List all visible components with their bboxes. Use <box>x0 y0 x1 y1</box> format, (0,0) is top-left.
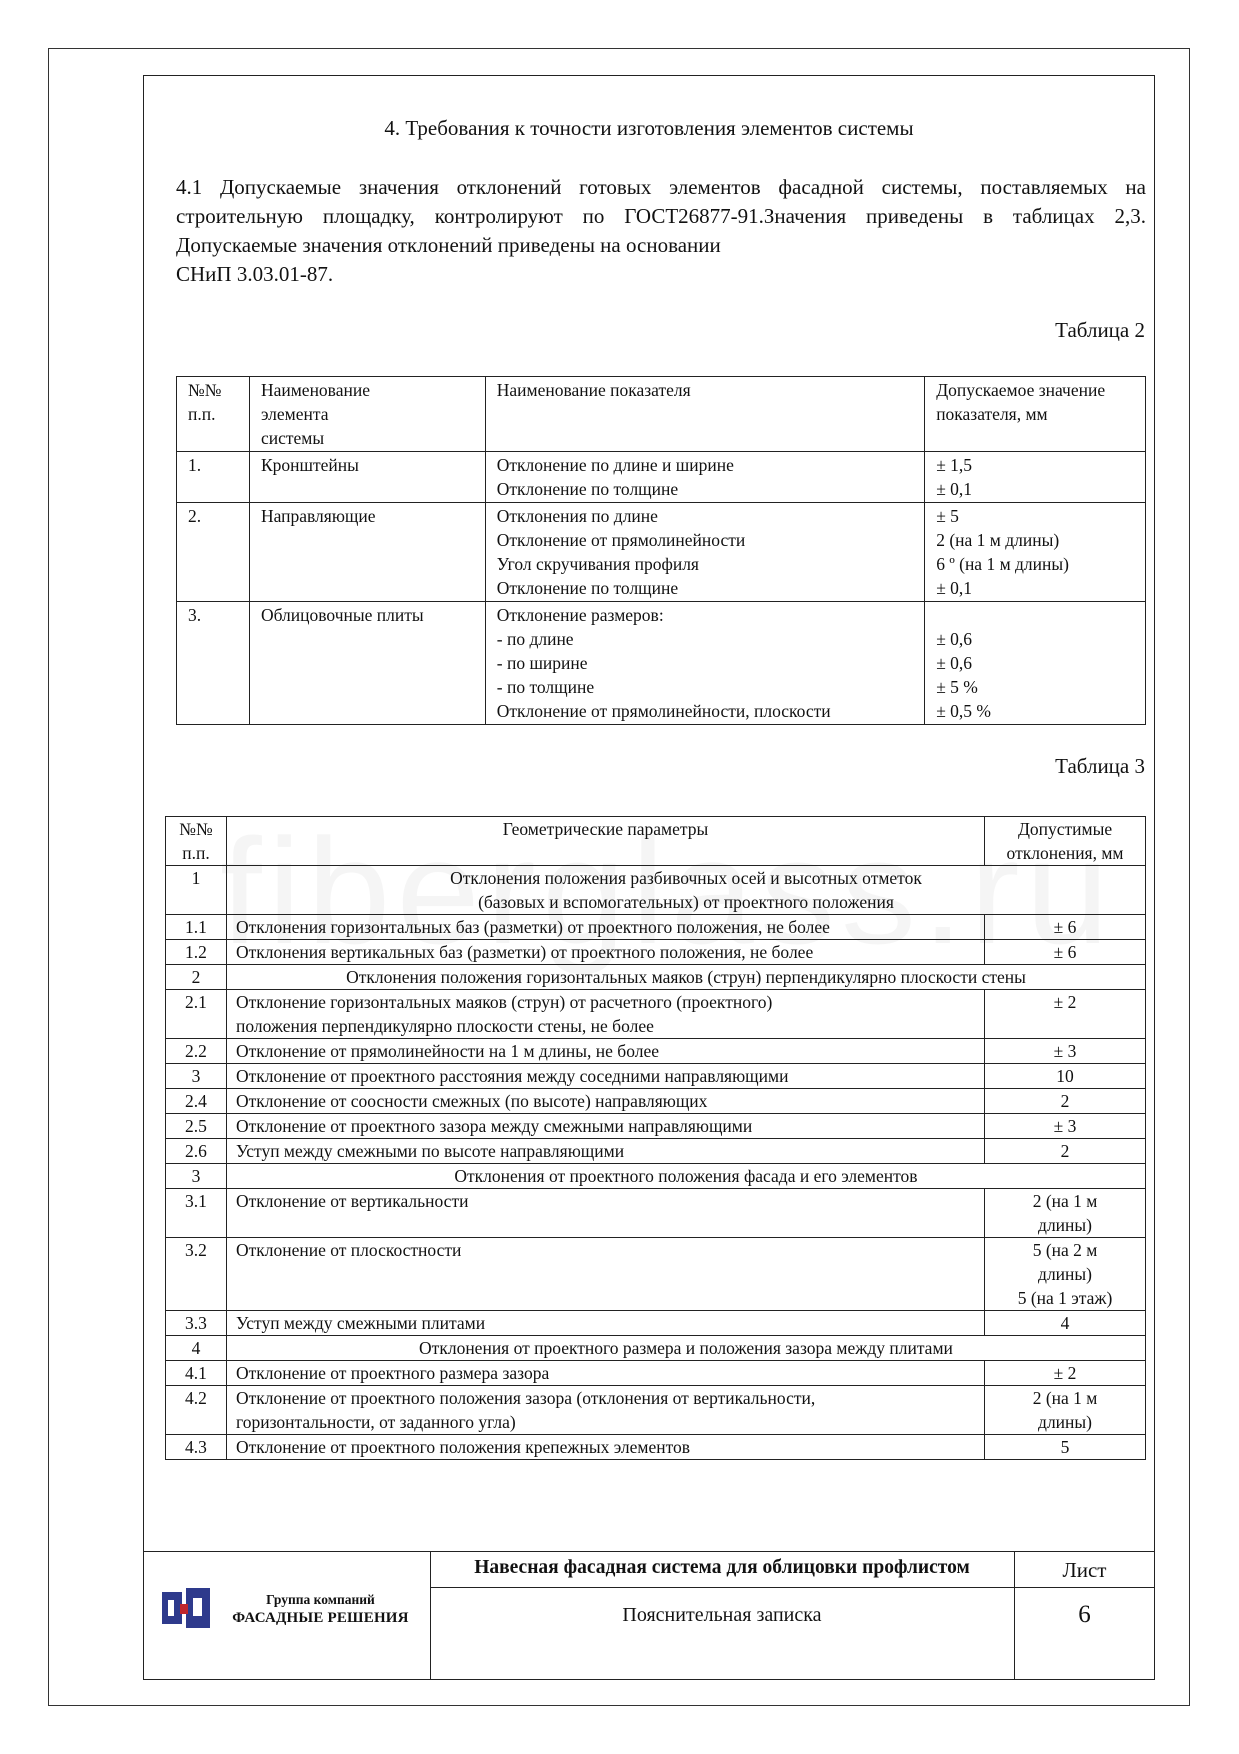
table3-cell-parameter-text: Отклонение от проектного положения крепежных элементов <box>235 1437 691 1457</box>
table2-cell-text: Отклонение по длине и ширине Отклонение по толщине <box>496 455 734 499</box>
table3-cell-parameter <box>226 1435 984 1460</box>
table3-cell-num-text: 4.1 <box>185 1363 207 1383</box>
table2-cell-text: ± 1,5 ± 0,1 <box>936 455 973 499</box>
table3-cell-value <box>985 1089 1146 1114</box>
table3-row <box>166 990 1146 1039</box>
table3-cell-value-text: 2 (на 1 м длины) <box>1032 1191 1098 1235</box>
table3-cell-parameter <box>226 1039 984 1064</box>
table3-row <box>166 1064 1146 1089</box>
table3-cell-parameter-text: Отклонение от вертикальности <box>235 1191 469 1211</box>
table3-group-title <box>226 1336 1145 1361</box>
table3-row <box>166 915 1146 940</box>
table3-group-row <box>166 1336 1146 1361</box>
company-logo-text <box>218 1591 423 1627</box>
table3-cell-num-text: 4.2 <box>185 1388 207 1408</box>
table3-cell-num <box>166 1114 227 1139</box>
table3-cell-value-text: 2 (на 1 м длины) <box>1032 1388 1098 1432</box>
table2-cell-element <box>249 452 485 503</box>
table3-row <box>166 1435 1146 1460</box>
table3-row <box>166 940 1146 965</box>
table2-cell-indicator <box>485 452 924 503</box>
table3-row <box>166 1361 1146 1386</box>
table2-cell-num <box>177 503 250 602</box>
table3-cell-value <box>985 1139 1146 1164</box>
table3-cell-num-text: 2 <box>191 967 201 987</box>
table3-row <box>166 1238 1146 1311</box>
table3-group-row <box>166 866 1146 915</box>
table3-cell-num <box>166 866 227 915</box>
table3-cell-parameter <box>226 1311 984 1336</box>
table2-header-cell <box>485 377 924 452</box>
table3-cell-value-text: 2 <box>1060 1141 1070 1161</box>
table3-cell-value <box>985 990 1146 1039</box>
table3-cell-parameter-text: Уступ между смежными по высоте направляющими <box>235 1141 625 1161</box>
table3-group-title-text: Отклонения от проектного размера и положения зазора между плитами <box>419 1338 953 1358</box>
table3-cell-num-text: 3.3 <box>185 1313 207 1333</box>
table3-group-title-text: Отклонения положения горизонтальных маяков (струн) перпендикулярно плоскости стены <box>346 967 1026 987</box>
table3-cell-parameter <box>226 1139 984 1164</box>
table3-cell-num-text: 1.1 <box>185 917 207 937</box>
table3-group-title-text: Отклонения положения разбивочных осей и высотных отметок (базовых и вспомогательных) от проектного положения <box>450 868 922 912</box>
table3-cell-value <box>985 1039 1146 1064</box>
table3-cell-num-text: 2.6 <box>185 1141 207 1161</box>
table2-cell-value <box>925 602 1146 725</box>
table3-group-title <box>226 965 1145 990</box>
table3-cell-parameter <box>226 1238 984 1311</box>
table3-cell-value-text: 4 <box>1060 1313 1070 1333</box>
table3-cell-num <box>166 965 227 990</box>
table3-group-title <box>226 1164 1145 1189</box>
table3-cell-parameter-text: Отклонение от проектного зазора между смежными направляющими <box>235 1116 753 1136</box>
table3-cell-num <box>166 1039 227 1064</box>
table3-body <box>166 817 1146 1460</box>
table2-body <box>177 377 1146 725</box>
table2-caption: Таблица 2 <box>1055 318 1145 342</box>
table2-cell-num <box>177 602 250 725</box>
table3-cell-num <box>166 1386 227 1435</box>
table3-cell-parameter-text: Отклонение от соосности смежных (по высоте) направляющих <box>235 1091 708 1111</box>
sheet-label: Лист <box>1062 1558 1107 1582</box>
table3-cell-parameter <box>226 1064 984 1089</box>
table3-cell-num-text: 2.5 <box>185 1116 207 1136</box>
table3-cell-parameter-text: Отклонения горизонтальных баз (разметки) от проектного положения, не более <box>235 917 830 937</box>
table3-cell-num-text: 4.3 <box>185 1437 207 1457</box>
stamp-middle-line <box>430 1587 1155 1588</box>
table3-cell-parameter-text: Отклонение от прямолинейности на 1 м длины, не более <box>235 1041 660 1061</box>
table3-header-row <box>166 817 1146 866</box>
table2-header-cell <box>177 377 250 452</box>
table3-cell-value <box>985 1064 1146 1089</box>
table3-row <box>166 1386 1146 1435</box>
table3-cell-value <box>985 1238 1146 1311</box>
table3-cell-num <box>166 915 227 940</box>
table3-cell-num-text: 1 <box>191 868 201 888</box>
table3-row <box>166 1139 1146 1164</box>
table2-header-row <box>177 377 1146 452</box>
table3-group-row <box>166 965 1146 990</box>
table3-cell-parameter-text: Отклонение от плоскостности <box>235 1240 462 1260</box>
table3-cell-num-text: 3 <box>191 1066 201 1086</box>
table3-cell-num <box>166 1089 227 1114</box>
table3-cell-num <box>166 990 227 1039</box>
table3-cell-num <box>166 1435 227 1460</box>
table3-cell-value <box>985 1435 1146 1460</box>
table3-cell-parameter-text: Отклонение от проектного положения зазора (отклонения от вертикальности, горизонтальности, от заданного угла) <box>235 1388 816 1432</box>
table3-cell-num-text: 3.2 <box>185 1240 207 1260</box>
table3-cell-parameter <box>226 1386 984 1435</box>
table3-cell-value <box>985 1114 1146 1139</box>
table3-cell-value-text: ± 2 <box>1053 1363 1077 1383</box>
table3-cell-num <box>166 1189 227 1238</box>
table2-cell-text: Отклонение размеров: - по длине - по ширине - по толщине Отклонение от прямолинейности, плоскости <box>496 605 831 721</box>
table3-cell-value-text: ± 2 <box>1053 992 1077 1012</box>
table3-row <box>166 1039 1146 1064</box>
table3-cell-value-text: 10 <box>1056 1066 1074 1086</box>
table3-group-row <box>166 1164 1146 1189</box>
table3-cell-num <box>166 1064 227 1089</box>
table3-cell-value <box>985 1386 1146 1435</box>
table3-cell-num-text: 2.1 <box>185 992 207 1012</box>
table3-cell-value <box>985 940 1146 965</box>
table3-header-cell <box>166 817 227 866</box>
table3-cell-parameter <box>226 940 984 965</box>
table3-cell-value-text: 5 (на 2 м длины) 5 (на 1 этаж) <box>1017 1240 1113 1308</box>
table3-cell-num-text: 2.2 <box>185 1041 207 1061</box>
table3-cell-num-text: 3.1 <box>185 1191 207 1211</box>
table2-cell-text: 1. <box>188 455 202 475</box>
table2-cell-value <box>925 452 1146 503</box>
company-logo-icon <box>160 1586 212 1630</box>
table3-header-cell <box>226 817 984 866</box>
logo-line-1: Группа компаний <box>266 1592 375 1607</box>
table3-cell-num <box>166 940 227 965</box>
table3-caption: Таблица 3 <box>1055 754 1145 778</box>
table3-cell-value-text: 2 <box>1060 1091 1070 1111</box>
logo-line-2: ФАСАДНЫЕ РЕШЕНИЯ <box>232 1610 409 1626</box>
table3-cell-value-text: ± 6 <box>1053 917 1077 937</box>
table-2 <box>176 376 1146 725</box>
table2-header-text: №№ п.п. <box>188 380 222 424</box>
table2-cell-text: Облицовочные плиты <box>260 605 424 625</box>
table3-cell-value-text: 5 <box>1060 1437 1070 1457</box>
table3-header-cell <box>985 817 1146 866</box>
table3-cell-num <box>166 1311 227 1336</box>
table2-cell-text: Направляющие <box>260 506 376 526</box>
table3-cell-num <box>166 1164 227 1189</box>
table3-cell-num-text: 1.2 <box>185 942 207 962</box>
table-3 <box>165 816 1146 1460</box>
table3-cell-value-text: ± 3 <box>1053 1116 1077 1136</box>
table3-cell-parameter <box>226 1089 984 1114</box>
table2-header-text: Наименование элемента системы <box>260 380 370 448</box>
table2-cell-text: Кронштейны <box>260 455 359 475</box>
table3-cell-parameter-text: Отклонения вертикальных баз (разметки) от проектного положения, не более <box>235 942 814 962</box>
table3-group-title <box>226 866 1145 915</box>
section-paragraph-last-line: СНиП 3.03.01-87. <box>176 262 334 286</box>
table2-cell-text: 3. <box>188 605 202 625</box>
table3-cell-value-text: ± 3 <box>1053 1041 1077 1061</box>
table3-cell-parameter <box>226 1361 984 1386</box>
table2-cell-indicator <box>485 602 924 725</box>
table2-cell-element <box>249 503 485 602</box>
table3-cell-parameter <box>226 990 984 1039</box>
table3-cell-value-text: ± 6 <box>1053 942 1077 962</box>
table3-cell-parameter <box>226 1114 984 1139</box>
table3-row <box>166 1311 1146 1336</box>
table2-header-text: Наименование показателя <box>496 380 691 400</box>
table2-cell-text: ± 5 2 (на 1 м длины) 6 º (на 1 м длины) ± 0,1 <box>936 506 1069 598</box>
table3-cell-parameter <box>226 915 984 940</box>
section-heading: 4. Требования к точности изготовления элементов системы <box>384 116 914 140</box>
table3-header-text: Геометрические параметры <box>502 819 709 839</box>
table3-cell-num <box>166 1238 227 1311</box>
sheet-number: 6 <box>1078 1601 1091 1628</box>
table3-row <box>166 1089 1146 1114</box>
table3-cell-parameter-text: Уступ между смежными плитами <box>235 1313 486 1333</box>
stamp-project-title: Навесная фасадная система для облицовки профлистом <box>474 1557 970 1578</box>
table2-row <box>177 602 1146 725</box>
table3-cell-num <box>166 1336 227 1361</box>
table2-row <box>177 503 1146 602</box>
table3-row <box>166 1114 1146 1139</box>
table3-cell-value <box>985 1189 1146 1238</box>
table3-cell-parameter-text: Отклонение от проектного расстояния между соседними направляющими <box>235 1066 789 1086</box>
table2-row <box>177 452 1146 503</box>
table3-cell-num-text: 4 <box>191 1338 201 1358</box>
table3-row <box>166 1189 1146 1238</box>
table3-cell-value <box>985 1361 1146 1386</box>
table2-cell-indicator <box>485 503 924 602</box>
table2-cell-text: Отклонения по длине Отклонение от прямолинейности Угол скручивания профиля Отклонение по толщине <box>496 506 746 598</box>
table3-cell-parameter-text: Отклонение от проектного размера зазора <box>235 1363 550 1383</box>
table2-header-cell <box>925 377 1146 452</box>
stamp-top-line <box>143 1551 1155 1552</box>
table3-cell-value <box>985 1311 1146 1336</box>
table3-cell-parameter <box>226 1189 984 1238</box>
table3-cell-num <box>166 1139 227 1164</box>
stamp-document-title: Пояснительная записка <box>622 1604 822 1626</box>
table3-cell-num-text: 2.4 <box>185 1091 207 1111</box>
table2-cell-text: 2. <box>188 506 202 526</box>
table2-cell-element <box>249 602 485 725</box>
table3-header-text: Допустимые отклонения, мм <box>1006 819 1124 863</box>
table3-cell-num <box>166 1361 227 1386</box>
table2-cell-num <box>177 452 250 503</box>
section-paragraph: 4.1 Допускаемые значения отклонений готовых элементов фасадной системы, поставляемых на строительную площадку, контролируют по ГОСТ26877-91.Значения приведены в таблицах 2,3. Допускаемые значения отклонений приведены на основании <box>176 175 1146 257</box>
table2-cell-text: ± 0,6 ± 0,6 ± 5 % ± 0,5 % <box>936 629 991 721</box>
table3-cell-num-text: 3 <box>191 1166 201 1186</box>
table3-header-text: №№ п.п. <box>179 819 213 863</box>
table3-group-title-text: Отклонения от проектного положения фасада и его элементов <box>454 1166 918 1186</box>
table3-cell-parameter-text: Отклонение горизонтальных маяков (струн) от расчетного (проектного) положения перпендикулярно плоскости стены, не более <box>235 992 773 1036</box>
table3-cell-value <box>985 915 1146 940</box>
table2-header-cell <box>249 377 485 452</box>
table2-header-text: Допускаемое значение показателя, мм <box>936 380 1106 424</box>
table2-cell-value <box>925 503 1146 602</box>
